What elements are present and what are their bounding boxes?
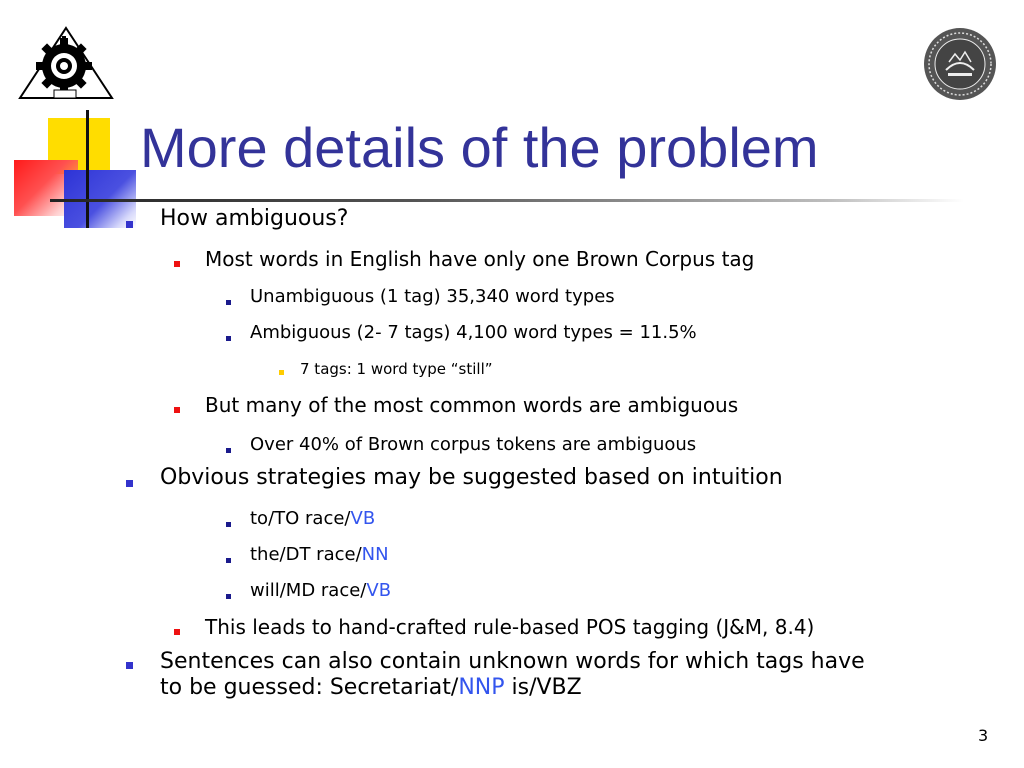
bullet-marker [174,629,180,635]
gear-tower-logo [18,26,114,102]
bullet-marker [174,261,180,267]
bullet-marker [126,480,133,487]
bullet-unknown-words [160,649,865,701]
bullet-the-race [250,544,389,565]
line2-prefix: to be guessed: Secretariat/ [160,675,459,700]
bullet-brown-tokens: Over 40% of Brown corpus tokens are ambiguous [250,434,697,455]
line2-suffix: is/VBZ [504,675,582,700]
bullet-marker [279,370,284,375]
bullet-marker [126,221,133,228]
pos-tag: VB [350,508,376,529]
bullet-marker [226,558,231,563]
bullet-ambiguous: Ambiguous (2- 7 tags) 4,100 word types = 11.5% [250,322,697,343]
university-seal-logo [922,26,998,102]
bullet-obvious-strategies: Obvious strategies may be suggested based on intuition [160,465,783,490]
tagged-word: will/MD race/ [250,580,367,601]
tagged-word: the/DT race/ [250,544,362,565]
bullet-marker [174,407,180,413]
bullet-to-race [250,508,375,529]
bullet-marker [226,448,231,453]
bullet-unknown-words-line2 [160,675,865,701]
pos-tag: VB [366,580,392,601]
bullet-marker [226,522,231,527]
bullet-marker [226,594,231,599]
bullet-unknown-words-line1: Sentences can also contain unknown words for which tags have [160,649,865,674]
bullet-hand-crafted: This leads to hand-crafted rule-based POS tagging (J&M, 8.4) [205,615,815,639]
bullet-marker [126,662,133,669]
bullet-marker [226,300,231,305]
bullet-unambiguous: Unambiguous (1 tag) 35,340 word types [250,286,615,307]
pos-tag: NNP [458,675,505,700]
bullet-how-ambiguous: How ambiguous? [160,206,349,231]
bullet-will-race [250,580,391,601]
title-underline [50,199,964,202]
bullet-seven-tags: 7 tags: 1 word type “still” [300,360,493,378]
bullet-common-words: But many of the most common words are ambiguous [205,393,739,417]
bullet-most-words: Most words in English have only one Brown Corpus tag [205,247,755,271]
bullet-marker [226,336,231,341]
page-number: 3 [978,726,989,745]
page-title: More details of the problem [140,116,819,179]
pos-tag: NN [361,544,389,565]
tagged-word: to/TO race/ [250,508,351,529]
decor-vertical-line [86,110,89,228]
